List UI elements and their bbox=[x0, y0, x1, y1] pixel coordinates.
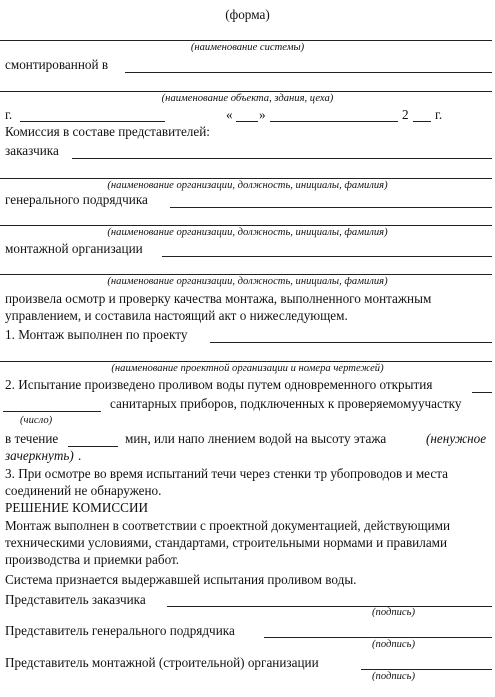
decision-line-3: производства и приемки работ. bbox=[5, 552, 180, 567]
item-3-line-2: соединений не обнаружено. bbox=[5, 483, 162, 498]
month-field[interactable] bbox=[270, 121, 398, 122]
caption-org-2: (наименование организации, должность, инициалы, фамилия) bbox=[107, 227, 388, 238]
quote-close: » bbox=[259, 107, 266, 122]
decision-line-4: Система признается выдержавшей испытания проливом воды. bbox=[5, 572, 357, 587]
day-field[interactable] bbox=[236, 121, 258, 122]
installation-org-field[interactable] bbox=[162, 256, 492, 257]
general-contractor-label: генерального подрядчика bbox=[5, 192, 148, 207]
year-suffix: г. bbox=[435, 107, 443, 122]
installation-org-label: монтажной организации bbox=[5, 241, 143, 256]
mounted-in-field[interactable] bbox=[125, 72, 492, 73]
caption-object: (наименование объекта, здания, цеха) bbox=[161, 93, 334, 104]
fixtures-count-field-2[interactable] bbox=[3, 411, 101, 412]
during-label: в течение bbox=[5, 431, 59, 446]
fixtures-count-field[interactable] bbox=[472, 392, 492, 393]
inspection-line-2: управлением, и составила настоящий акт о нижеследующем. bbox=[5, 308, 348, 323]
caption-signature-2: (подпись) bbox=[372, 639, 415, 650]
inspection-line-1: произвела осмотр и проверку качества монтажа, выполненного монтажным bbox=[5, 291, 432, 306]
customer-label: заказчика bbox=[5, 143, 59, 158]
caption-org-1: (наименование организации, должность, инициалы, фамилия) bbox=[107, 180, 388, 191]
customer-field[interactable] bbox=[72, 158, 492, 159]
item-2-line-2: санитарных приборов, подключенных к проверяемомуучастку bbox=[110, 396, 462, 411]
caption-org-3: (наименование организации, должность, инициалы, фамилия) bbox=[107, 276, 388, 287]
general-contractor-field[interactable] bbox=[170, 207, 492, 208]
mounted-in-label: смонтированной в bbox=[5, 57, 109, 72]
city-label: г. bbox=[5, 107, 13, 122]
project-field[interactable] bbox=[210, 342, 492, 343]
decision-line-2: техническими условиями, стандартами, строительными нормами и правилами bbox=[5, 535, 448, 550]
minutes-field[interactable] bbox=[68, 446, 118, 447]
period: . bbox=[78, 448, 82, 463]
item-1-label: 1. Монтаж выполнен по проекту bbox=[5, 327, 188, 342]
decision-title: РЕШЕНИЕ КОМИССИИ bbox=[5, 500, 149, 515]
rep-customer-label: Представитель заказчика bbox=[5, 592, 146, 607]
year-prefix: 2 bbox=[402, 107, 409, 122]
rep-installation-label: Представитель монтажной (строительной) организации bbox=[5, 655, 319, 670]
caption-signature-1: (подпись) bbox=[372, 607, 415, 618]
rep-general-label: Представитель генерального подрядчика bbox=[5, 623, 235, 638]
minutes-text: мин, или напо лнением водой на высоту этажа bbox=[125, 431, 387, 446]
caption-project: (наименование проектной организации и номера чертежей) bbox=[111, 363, 384, 374]
item-3-line-1: 3. При осмотре во время испытаний течи через стенки тр убопроводов и места bbox=[5, 466, 448, 481]
year-field[interactable] bbox=[413, 121, 431, 122]
caption-signature-3: (подпись) bbox=[372, 671, 415, 682]
customer-signature-field[interactable] bbox=[167, 606, 492, 607]
form-header: (форма) bbox=[225, 7, 270, 22]
city-field[interactable] bbox=[20, 121, 165, 122]
quote-open: « bbox=[226, 107, 233, 122]
unnecessary-note-2: зачеркнуть) bbox=[5, 448, 74, 463]
commission-label: Комиссия в составе представителей: bbox=[5, 124, 210, 139]
decision-line-1: Монтаж выполнен в соответствии с проектной документацией, действующими bbox=[5, 518, 451, 533]
caption-system: (наименование системы) bbox=[190, 42, 305, 53]
unnecessary-note-1: (ненужное bbox=[426, 431, 487, 446]
caption-number: (число) bbox=[20, 415, 53, 426]
item-2-line-1: 2. Испытание произведено проливом воды путем одновременного открытия bbox=[5, 377, 433, 392]
